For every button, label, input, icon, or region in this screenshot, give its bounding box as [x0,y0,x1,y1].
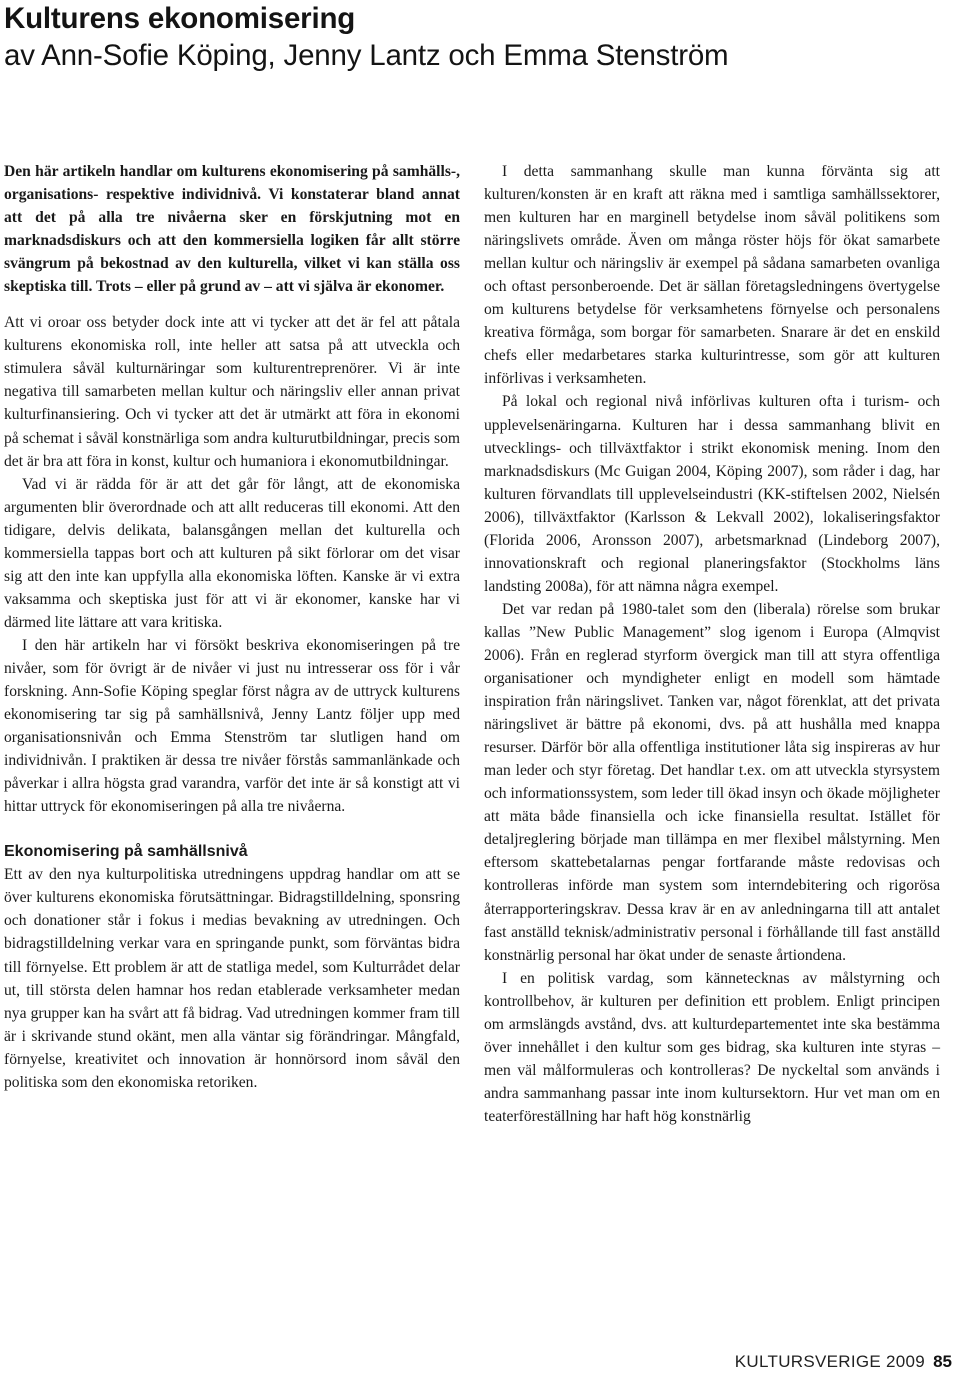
article-title: Kulturens ekonomisering [4,2,356,35]
body-paragraph-5: I detta sammanhang skulle man kunna förvänta sig att kulturen/konsten är en kraft att räkna med i samtliga samhällssektorer, men kulturen har en marginell betydelse inom såväl politikens som näringslivets område. Även om många röster höjs för ökat samarbete mellan kultur och näringsliv är exempel på sådana samarbeten ovanliga och oftast personberoende. Det är sällan företagsledningens övertygelse om kulturens betydelse för verksamhetens förnyelse och personalens kreativa förmåga, som borgar för samarbeten. Snarare är det en enskild chefs eller medarbetares starka kulturintresse, som gör att kulturen införlivas i verksamheten. [484,163,940,388]
left-column [4,160,460,1094]
body-paragraph-1: Att vi oroar oss betyder dock inte att vi tycker att det är fel att påtala kulturens ekonomiska roll, inte heller att satsa på att utveckla och stimulera såväl kulturnäringar som kulturentreprenörer. Vi är inte negativa till samarbeten mellan kultur och näringsliv eller annan privat kulturfinansiering. Och vi tycker att det är utmärkt att föra in ekonomi på schemat i såväl konstnärliga som andra kulturutbildningar, precis som det är bra att föra in konst, kultur och humaniora i ekonomutbildningar. [4,314,460,470]
body-paragraph-3: I den här artikeln har vi försökt beskriva ekonomiseringen på tre nivåer, som för övrigt är de nivåer vi just nu intresserar oss för i vår forskning. Ann-Sofie Köping speglar först några av de uttryck kulturens ekonomisering tar sig på samhällsnivå, Jenny Lantz följer upp med organisationsnivån och Emma Stenström tar slutligen hand om individnivån. I praktiken är dessa tre nivåer förstås sammanlänkade och påverkar i allra högsta grad varandra, varför det inte är så konstigt att vi hittar uttryck för ekonomiseringen på alla tre nivåerna. [4,636,460,816]
body-paragraph-4: Ett av den nya kulturpolitiska utredningens uppdrag handlar om att se över kulturens ekonomiska förutsättningar. Bidragstilldelning, sponsring och donationer står i fokus i medias bevakning av utredningen. Och bidragstilldelning verkar vara en springande punkt, som förväntas bidra till förnyelse. Ett problem är att de statliga medel, som Kulturrådet delar ut, till största delen hamnar hos redan etablerade verksamheter medan nya grupper kan ha svårt att få bidrag. Vad utredningen kommer fram till är i skrivande stund okänt, men alla väntar sig förändringar. Mångfald, förnyelse, kreativitet och innovation är honnörsord inom såväl den politiska som den ekonomiska retoriken. [4,866,460,1091]
magazine-name: KULTURSVERIGE 2009 [734,1352,926,1371]
body-paragraph-7: Det var redan på 1980-talet som den (liberala) rörelse som brukar kallas ”New Public Management” slog igenom i Europa (Almqvist 2006). Från en reglerad styrform övergick man till att styra offentliga organisationer och myndigheter enligt en modell som hämtade inspiration från näringslivet. Tanken var, något förenklat, att det privata näringslivet är bättre på ekonomi, dvs. på att hushålla med knappa resurser. Därför bör alla offentliga institutioner låta sig inspireras av hur man leder och styr företag. Det handlar t.ex. om att utveckla styrsystem och informationssystem, som leder till ökad insyn och ökade möjligheter att mäta både finansiella och icke finansiella resultat. Istället för detaljreglering började man tillämpa en mer flexibel målstyrning. Men eftersom skattebetalarnas pengar fortfarande måste redovisas och kontrolleras införde man system som interndebitering och rigorösa återrapporteringskrav. Dessa krav är en av anledningarna till att antalet fast anställd teknisk/administrativ personal i förhållande till fast anställd konstnärlig personal har ökat under de senaste årtiondena. [484,600,940,964]
page-number: 85 [933,1352,952,1371]
body-paragraph-8: I en politisk vardag, som kännetecknas av målstyrning och kontrollbehov, är kulturen per definition ett problem. Enligt principen om armslängds avstånd, dvs. att kulturdepartementet inte ska bestämma över innehållet i den kultur som ges bidrag, ska kulturen inte styras – men väl målformuleras och kontrolleras? De nyckeltal som används i andra sammanhang passar inte inom kultursektorn. Hur vet man om en teaterföreställning har haft hög konstnärlig [484,969,940,1125]
lead-paragraph: Den här artikeln handlar om kulturens ekonomisering på samhälls-, organisations- respektive individnivå. Vi konstaterar bland annat att det på alla tre nivåerna sker en förskjutning mot en marknadsdiskurs och att den kommersiella logiken får allt större svängrum på bekostnad av den kulturella, vilket vi kan ställa oss skeptiska till. Trots – eller på grund av – att vi själva är ekonomer. [4,163,460,296]
body-paragraph-2: Vad vi är rädda för är att det går för långt, att de ekonomiska argumenten blir överordnade och att allt reduceras till ekonomi. Att den tidigare, delvis delikata, balansgången mellan det kulturella och kommersiella tappas bort och att kulturen på sikt förlorar om det visar sig att den inte kan uppfylla alla ekonomiska löften. Kanske är vi extra vaksamma och skeptiska just för att vi är ekonomer, kanske har vi därmed lite lättare att vara kritiska. [4,475,460,631]
section-heading: Ekonomisering på samhällsnivå [4,843,248,861]
body-paragraph-6: På lokal och regional nivå införlivas kulturen ofta i turism- och upplevelsenäringarna. Kulturen har i dessa sammanhang blivit en utvecklings- och tillväxtfaktor i strikt ekonomisk mening. Inom den marknadsdiskurs (Mc Guigan 2004, Köping 2007), som råder i dag, har kulturen förvandlats till upplevelseindustri (KK-stiftelsen 2002, Nielsén 2006), tillväxtfaktor (Karlsson & Lekvall 2002), lokaliseringsfaktor (Florida 2006, Aronsson 2007), arbetsmarknad (Lindeborg 2007), innovationskraft och regional planeringsfaktor (Stockholms läns landsting 2008a), för att nämna några exempel. [484,393,940,595]
article-authors: av Ann-Sofie Köping, Jenny Lantz och Emma Stenström [4,39,729,72]
right-column [484,160,940,1128]
page-footer [735,1352,952,1372]
article-title-block [4,0,954,74]
